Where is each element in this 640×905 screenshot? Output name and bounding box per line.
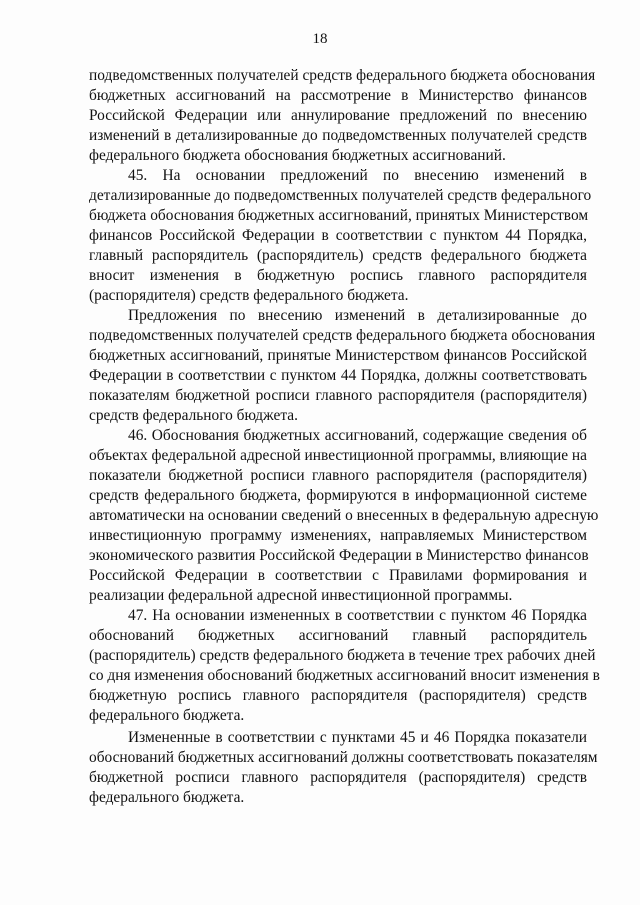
text-line: (распорядитель) средств федерального бюджета в течение трех рабочих дней (89, 647, 596, 664)
text-line: Предложения по внесению изменений в детализированные до (128, 307, 587, 324)
text-line: бюджетной росписи главного распорядителя (распорядителя) средств (89, 769, 587, 786)
text-line: финансов Российской Федерации в соответствии с пунктом 44 Порядка, (89, 227, 587, 244)
text-line: показателям бюджетной росписи главного распорядителя (распорядителя) (89, 387, 587, 404)
text-line: детализированные до подведомственных получателей средств федерального (89, 187, 592, 204)
text-line: экономического развития Российской Федерации в Министерство финансов (89, 547, 589, 564)
text-line: инвестиционную программу изменениях, направляемых Министерством (89, 527, 587, 544)
text-line: федерального бюджета обоснования бюджетных ассигнований. (89, 147, 506, 164)
text-line: реализации федеральной адресной инвестиционной программы. (89, 587, 513, 604)
text-line: Российской Федерации в соответствии с Правилами формирования и (89, 567, 587, 584)
text-line: средств федерального бюджета, формируются в информационной системе (89, 487, 587, 504)
text-line: автоматически на основании сведений о внесенных в федеральную адресную (89, 507, 599, 524)
text-line: 46. Обоснования бюджетных ассигнований, содержащие сведения об (128, 427, 587, 444)
text-line: объектах федеральной адресной инвестиционной программы, влияющие на (89, 447, 588, 464)
text-line: обоснований бюджетных ассигнований главный распорядитель (89, 627, 587, 644)
text-line: изменений в детализированные до подведомственных получателей средств (89, 127, 587, 144)
text-line: (распорядителя) средств федерального бюджета. (89, 287, 409, 304)
text-line: бюджетную роспись главного распорядителя (распорядителя) средств (89, 687, 587, 704)
text-line: со дня изменения обоснований бюджетных ассигнований вносит изменения в (89, 667, 600, 684)
text-line: вносит изменения в бюджетную роспись главного распорядителя (89, 267, 587, 284)
text-line: бюджета обоснования бюджетных ассигнований, принятых Министерством (89, 207, 589, 224)
text-line: главный распорядитель (распорядитель) средств федерального бюджета (89, 247, 587, 264)
text-line: средств федерального бюджета. (89, 407, 298, 424)
text-line: обоснований бюджетных ассигнований должны соответствовать показателям (89, 749, 598, 766)
text-line: бюджетных ассигнований, принятые Министерством финансов Российской (89, 347, 587, 364)
text-line: Федерации в соответствии с пунктом 44 Порядка, должны соответствовать (89, 367, 587, 384)
text-line: показатели бюджетной росписи главного распорядителя (распорядителя) (89, 467, 587, 484)
text-line: 47. На основании измененных в соответствии с пунктом 46 Порядка (128, 607, 587, 624)
text-line: подведомственных получателей средств федерального бюджета обоснования (89, 67, 596, 84)
text-line: подведомственных получателей средств федерального бюджета обоснования (89, 327, 596, 344)
text-line: 45. На основании предложений по внесению изменений в (128, 167, 587, 184)
text-line: Измененные в соответствии с пунктами 45 и 46 Порядка показатели (128, 729, 587, 746)
text-line: федерального бюджета. (89, 789, 245, 806)
text-line: федерального бюджета. (89, 707, 245, 724)
text-line: Российской Федерации или аннулирование предложений по внесению (89, 107, 587, 124)
text-line: бюджетных ассигнований на рассмотрение в Министерство финансов (89, 87, 587, 104)
page-number: 18 (312, 31, 328, 47)
